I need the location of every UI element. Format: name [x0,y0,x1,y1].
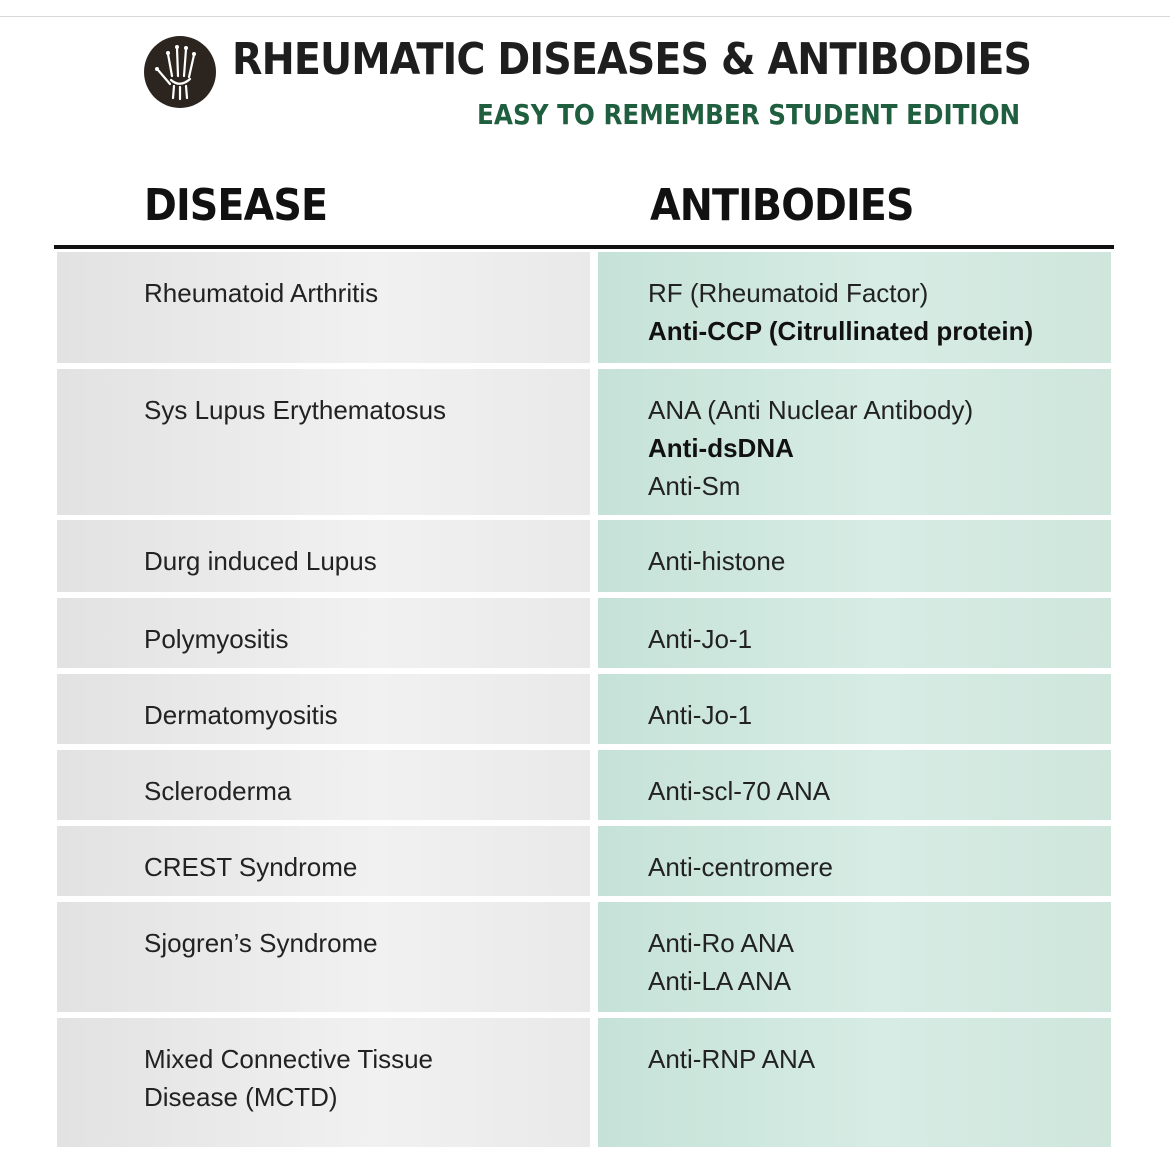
disease-name: Mixed Connective Tissue [144,1044,434,1074]
table-row [57,1018,1111,1147]
disease-name: Dermatomyositis [144,700,338,730]
table-row [57,369,1111,515]
antibody-name: Anti-Jo-1 [648,700,753,730]
disease-name: CREST Syndrome [144,852,358,882]
table-row [57,598,1111,668]
antibody-name: Anti-Ro ANA [648,928,794,958]
hand-skeleton-icon [144,36,216,108]
disease-cell [57,1018,590,1147]
disease-cell [57,674,590,744]
disease-name: Disease (MCTD) [144,1082,338,1112]
antibody-name: Anti-CCP (Citrullinated protein) [648,316,1034,346]
disease-cell [57,598,590,668]
disease-cell [57,369,590,515]
page-title: RHEUMATIC DISEASES & ANTIBODIES [232,34,1032,85]
antibodies-cell [598,826,1111,896]
antibodies-cell [598,369,1111,515]
table-row [57,252,1111,363]
disease-cell [57,520,590,592]
column-header-disease: DISEASE [144,180,328,231]
antibody-name: ANA (Anti Nuclear Antibody) [648,395,974,425]
disease-name: Sys Lupus Erythematosus [144,395,447,425]
disease-name: Rheumatoid Arthritis [144,278,379,308]
disease-name: Scleroderma [144,776,292,806]
disease-cell [57,750,590,820]
antibody-name: Anti-histone [648,546,786,576]
disease-cell [57,902,590,1012]
top-divider [0,16,1170,17]
antibodies-cell [598,520,1111,592]
antibody-name: Anti-Jo-1 [648,624,753,654]
table-row [57,674,1111,744]
antibodies-cell [598,252,1111,363]
disease-name: Sjogren’s Syndrome [144,928,378,958]
page-subtitle: EASY TO REMEMBER STUDENT EDITION [476,98,1020,131]
table-row [57,826,1111,896]
antibody-name: Anti-Sm [648,471,741,501]
table-row [57,520,1111,592]
column-header-antibodies: ANTIBODIES [650,180,914,231]
antibody-name: Anti-LA ANA [648,966,792,996]
antibodies-cell [598,1018,1111,1147]
disease-antibody-table [57,252,1111,1147]
antibodies-cell [598,750,1111,820]
antibody-name: RF (Rheumatoid Factor) [648,278,929,308]
header-rule [54,245,1114,249]
table-row [57,902,1111,1012]
disease-cell [57,826,590,896]
disease-name: Polymyositis [144,624,289,654]
antibodies-cell [598,598,1111,668]
antibody-name: Anti-dsDNA [648,433,794,463]
disease-name: Durg induced Lupus [144,546,377,576]
antibody-name: Anti-centromere [648,852,833,882]
antibody-name: Anti-RNP ANA [648,1044,816,1074]
disease-cell [57,252,590,363]
antibodies-cell [598,674,1111,744]
header [140,28,1040,138]
table-row [57,750,1111,820]
antibodies-cell [598,902,1111,1012]
antibody-name: Anti-scl-70 ANA [648,776,831,806]
